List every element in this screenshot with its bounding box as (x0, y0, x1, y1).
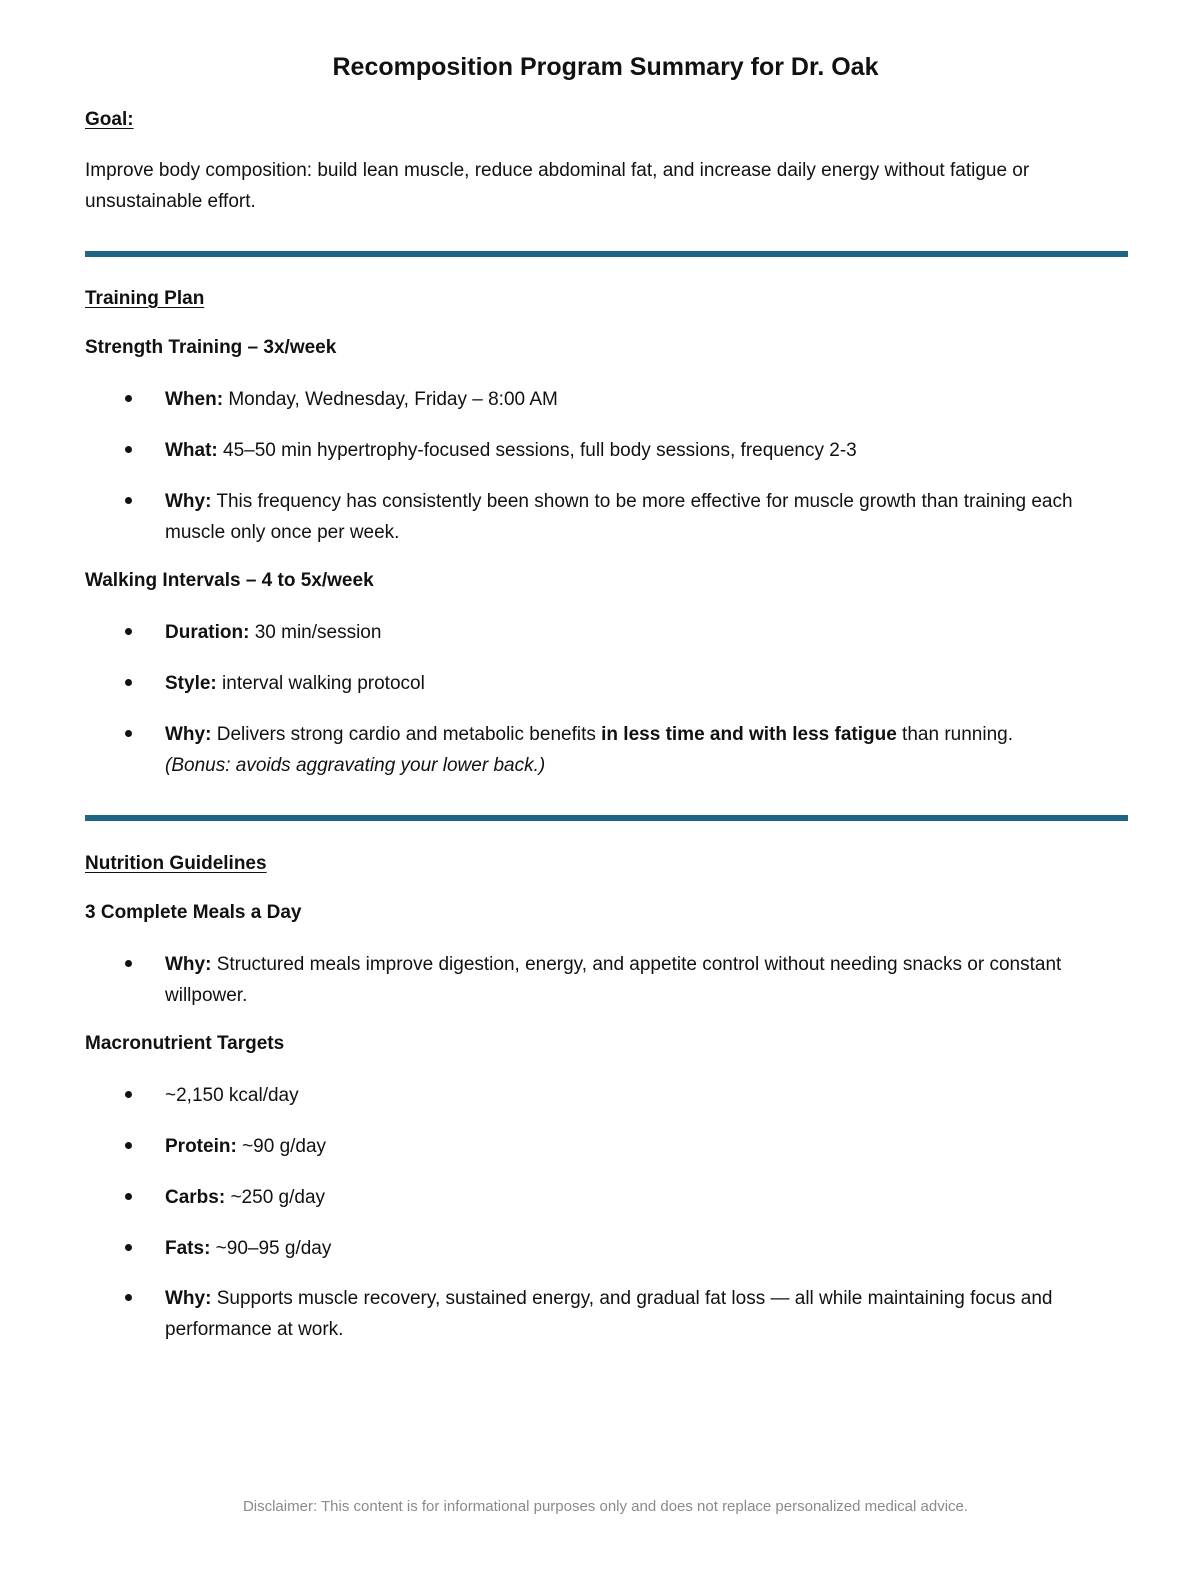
bullet-icon (125, 960, 132, 967)
bullet-icon (125, 628, 132, 635)
bullet-text: Structured meals improve digestion, energy, and appetite control without needing snacks or constant willpower. (165, 954, 1062, 1006)
bullet-icon (125, 497, 132, 504)
bullet-icon (125, 730, 132, 737)
meals-heading: 3 Complete Meals a Day (85, 902, 302, 923)
bullet-label: Why: (165, 491, 212, 512)
bonus-note: (Bonus: avoids aggravating your lower back.) (165, 755, 546, 776)
bullet-text: than running. (896, 724, 1013, 745)
walking-heading: Walking Intervals – 4 to 5x/week (85, 570, 374, 591)
bullet-icon (125, 1244, 132, 1251)
bullet-label: Duration: (165, 622, 250, 643)
goal-label: Goal: (85, 109, 134, 130)
bullet-text: ~90 g/day (236, 1136, 327, 1157)
bullet-text: ~2,150 kcal/day (165, 1085, 299, 1106)
goal-text: Improve body composition: build lean muscle, reduce abdominal fat, and increase daily energy without fatigue or unsustainable effort. (85, 160, 1030, 212)
macros-heading: Macronutrient Targets (85, 1033, 285, 1054)
nutrition-label: Nutrition Guidelines (85, 853, 267, 874)
section-divider (85, 815, 1128, 821)
bullet-text: This frequency has consistently been shown to be more effective for muscle growth than training each muscle only once per week. (165, 491, 1073, 543)
bullet-label: Why: (165, 1288, 212, 1309)
bullet-text: ~250 g/day (225, 1187, 326, 1208)
bullet-label: Why: (165, 724, 212, 745)
bullet-label: When: (165, 389, 224, 410)
bullet-label: Protein: (165, 1136, 237, 1157)
bullet-text: interval walking protocol (216, 673, 425, 694)
bullet-label: Fats: (165, 1238, 211, 1259)
disclaimer: Disclaimer: This content is for informational purposes only and does not replace personalized medical advice. (242, 1498, 969, 1515)
bullet-label: Carbs: (165, 1187, 226, 1208)
bullet-icon (125, 1294, 132, 1301)
bullet-text: 30 min/session (249, 622, 382, 643)
bullet-icon (125, 679, 132, 686)
bullet-label: Style: (165, 673, 217, 694)
bullet-label: Why: (165, 954, 212, 975)
bullet-icon (125, 446, 132, 453)
bullet-emphasis: in less time and with less fatigue (601, 724, 897, 745)
bullet-icon (125, 395, 132, 402)
page-title: Recomposition Program Summary for Dr. Oak (332, 53, 879, 81)
bullet-label: What: (165, 440, 218, 461)
strength-heading: Strength Training – 3x/week (85, 337, 337, 358)
bullet-text: Monday, Wednesday, Friday – 8:00 AM (223, 389, 558, 410)
bullet-text: Supports muscle recovery, sustained energy, and gradual fat loss — all while maintaining focus and performance at work. (165, 1288, 1053, 1340)
section-divider (85, 251, 1128, 257)
bullet-text: Delivers strong cardio and metabolic benefits (211, 724, 602, 745)
bullet-text: ~90–95 g/day (210, 1238, 332, 1259)
bullet-text: 45–50 min hypertrophy-focused sessions, full body sessions, frequency 2-3 (217, 440, 857, 461)
training-plan-label: Training Plan (85, 288, 205, 309)
bullet-icon (125, 1091, 132, 1098)
bullet-icon (125, 1142, 132, 1149)
bullet-icon (125, 1193, 132, 1200)
